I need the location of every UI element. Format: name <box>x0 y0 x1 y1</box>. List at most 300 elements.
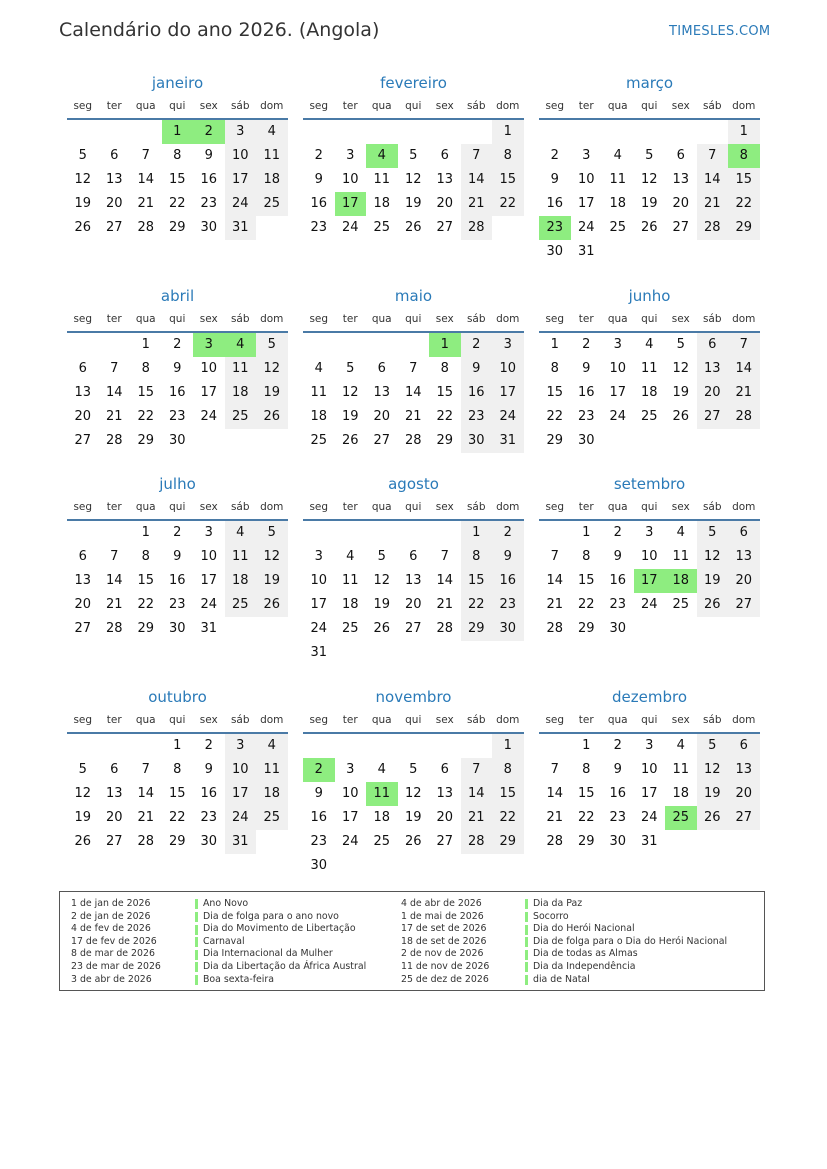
day-cell: 23 <box>461 405 493 429</box>
legend-date: 23 de mar de 2026 <box>71 961 161 972</box>
day-cell: 22 <box>137 597 155 612</box>
day-cell: 4 <box>377 762 386 777</box>
day-cell: 30 <box>609 621 627 636</box>
day-cell: 7 <box>697 144 729 168</box>
day-cell: 4 <box>256 120 288 144</box>
empty-cell <box>67 521 99 545</box>
day-cell: 23 <box>609 597 627 612</box>
day-cell: 12 <box>404 172 422 187</box>
legend-marker <box>195 899 198 909</box>
day-cell: 30 <box>200 834 218 849</box>
weekday-label: sáb <box>702 501 722 513</box>
day-cell: 21 <box>697 192 729 216</box>
day-cell: 27 <box>697 405 729 429</box>
day-cell: 24 <box>640 810 658 825</box>
day-grid <box>303 120 524 240</box>
day-cell: 26 <box>640 220 658 235</box>
day-cell: 10 <box>310 573 328 588</box>
weekday-header <box>303 708 524 734</box>
day-cell: 6 <box>440 148 449 163</box>
day-cell: 4 <box>645 337 654 352</box>
empty-cell <box>67 333 99 357</box>
day-cell: 9 <box>204 148 213 163</box>
day-cell: 20 <box>728 782 760 806</box>
day-cell: 26 <box>341 433 359 448</box>
day-cell: 19 <box>74 810 92 825</box>
day-cell: 7 <box>409 361 418 376</box>
day-cell: 5 <box>697 734 729 758</box>
legend-holiday-name: Dia da Independência <box>533 961 636 972</box>
month-name: novembro <box>375 688 452 706</box>
day-cell: 26 <box>373 621 391 636</box>
day-cell: 14 <box>546 573 564 588</box>
day-cell: 2 <box>613 738 622 753</box>
weekday-label: seg <box>309 501 329 513</box>
day-cell: 29 <box>436 433 454 448</box>
day-cell: 24 <box>341 220 359 235</box>
day-cell: 12 <box>697 758 729 782</box>
day-cell: 10 <box>200 549 218 564</box>
legend-date: 2 de nov de 2026 <box>401 948 484 960</box>
empty-cell <box>303 521 335 545</box>
weekday-label: qua <box>135 100 156 112</box>
day-cell: 5 <box>78 762 87 777</box>
weekday-label: qua <box>607 313 628 325</box>
day-cell: 12 <box>256 545 288 569</box>
day-cell: 18 <box>341 597 359 612</box>
empty-cell <box>398 521 430 545</box>
day-cell: 2 <box>173 337 182 352</box>
day-cell: 1 <box>141 337 150 352</box>
day-cell: 2 <box>314 148 323 163</box>
day-cell: 28 <box>546 834 564 849</box>
day-cell: 8 <box>492 144 524 168</box>
day-cell: 8 <box>173 148 182 163</box>
day-cell: 22 <box>461 593 493 617</box>
day-cell: 14 <box>461 168 493 192</box>
day-cell: 13 <box>74 385 92 400</box>
day-cell: 8 <box>550 361 559 376</box>
legend-holiday-name: Dia de folga para o ano novo <box>203 910 339 922</box>
empty-cell <box>99 734 131 758</box>
month-maio <box>303 285 524 453</box>
day-grid <box>303 734 524 878</box>
day-cell: 20 <box>436 810 454 825</box>
weekday-label: sex <box>199 501 218 513</box>
day-cell: 30 <box>577 433 595 448</box>
weekday-label: sex <box>435 714 454 726</box>
day-cell: 15 <box>137 385 155 400</box>
day-cell: 23 <box>168 597 186 612</box>
month-junho <box>539 285 760 453</box>
weekday-header <box>67 94 288 120</box>
holiday-day-cell: 2 <box>193 120 225 144</box>
day-cell: 6 <box>728 734 760 758</box>
weekday-label: ter <box>342 313 358 325</box>
legend-date: 1 de jan de 2026 <box>71 898 151 909</box>
empty-cell <box>366 120 398 144</box>
day-cell: 22 <box>436 409 454 424</box>
day-cell: 18 <box>256 168 288 192</box>
weekday-label: dom <box>496 313 520 325</box>
brand-link[interactable]: TIMESLES.COM <box>669 24 771 39</box>
day-cell: 3 <box>613 337 622 352</box>
day-cell: 11 <box>640 361 658 376</box>
day-cell: 6 <box>440 762 449 777</box>
day-cell: 13 <box>373 385 391 400</box>
day-cell: 14 <box>404 385 422 400</box>
day-grid <box>539 333 760 453</box>
day-cell: 20 <box>105 810 123 825</box>
day-cell: 27 <box>74 433 92 448</box>
day-cell: 7 <box>110 361 119 376</box>
month-name: agosto <box>388 475 439 493</box>
day-cell: 9 <box>314 172 323 187</box>
day-cell: 21 <box>728 381 760 405</box>
weekday-header <box>303 307 524 333</box>
weekday-label: qua <box>371 313 392 325</box>
day-cell: 15 <box>492 782 524 806</box>
weekday-label: sáb <box>466 501 486 513</box>
day-cell: 29 <box>492 830 524 854</box>
holiday-day-cell: 18 <box>665 569 697 593</box>
day-cell: 25 <box>256 806 288 830</box>
weekday-label: dom <box>260 100 284 112</box>
day-cell: 6 <box>697 333 729 357</box>
empty-cell <box>366 333 398 357</box>
weekday-label: seg <box>73 501 93 513</box>
day-cell: 19 <box>697 782 729 806</box>
day-cell: 25 <box>672 597 690 612</box>
day-cell: 15 <box>577 786 595 801</box>
day-cell: 12 <box>74 786 92 801</box>
day-cell: 22 <box>137 409 155 424</box>
day-cell: 27 <box>436 834 454 849</box>
day-cell: 11 <box>672 762 690 777</box>
day-cell: 1 <box>141 525 150 540</box>
month-name: setembro <box>613 475 686 493</box>
day-cell: 22 <box>492 806 524 830</box>
weekday-label: sex <box>671 313 690 325</box>
weekday-header <box>67 495 288 521</box>
legend-date: 3 de abr de 2026 <box>71 973 152 985</box>
day-cell: 6 <box>409 549 418 564</box>
day-cell: 4 <box>314 361 323 376</box>
day-cell: 21 <box>404 409 422 424</box>
day-cell: 25 <box>256 192 288 216</box>
weekday-label: sex <box>435 100 454 112</box>
empty-cell <box>99 521 131 545</box>
holiday-day-cell: 8 <box>728 144 760 168</box>
day-cell: 24 <box>200 409 218 424</box>
day-cell: 6 <box>110 148 119 163</box>
month-outubro <box>67 686 288 854</box>
day-cell: 30 <box>168 433 186 448</box>
weekday-label: dom <box>260 313 284 325</box>
day-cell: 10 <box>225 144 257 168</box>
day-cell: 3 <box>225 120 257 144</box>
empty-cell <box>130 734 162 758</box>
day-cell: 11 <box>310 385 328 400</box>
weekday-label: qui <box>641 714 658 726</box>
day-cell: 18 <box>310 409 328 424</box>
day-cell: 27 <box>404 621 422 636</box>
weekday-label: ter <box>342 714 358 726</box>
day-cell: 29 <box>168 220 186 235</box>
weekday-label: seg <box>309 313 329 325</box>
day-cell: 25 <box>310 433 328 448</box>
day-cell: 25 <box>341 621 359 636</box>
day-cell: 5 <box>256 521 288 545</box>
day-cell: 22 <box>577 810 595 825</box>
legend-holiday-name: Dia Internacional da Mulher <box>203 948 333 960</box>
day-cell: 29 <box>546 433 564 448</box>
weekday-label: seg <box>545 714 565 726</box>
weekday-label: qua <box>607 714 628 726</box>
day-cell: 3 <box>492 333 524 357</box>
day-cell: 10 <box>609 361 627 376</box>
day-cell: 11 <box>256 144 288 168</box>
weekday-label: qua <box>607 100 628 112</box>
day-cell: 10 <box>341 786 359 801</box>
day-cell: 4 <box>676 525 685 540</box>
day-cell: 29 <box>137 433 155 448</box>
legend-date: 18 de set de 2026 <box>401 935 487 947</box>
day-cell: 16 <box>577 385 595 400</box>
weekday-label: dom <box>732 501 756 513</box>
weekday-label: qui <box>169 313 186 325</box>
month-julho <box>67 473 288 641</box>
day-cell: 27 <box>728 593 760 617</box>
day-cell: 9 <box>314 786 323 801</box>
day-cell: 5 <box>645 148 654 163</box>
empty-cell <box>99 333 131 357</box>
day-cell: 21 <box>137 196 155 211</box>
weekday-label: sáb <box>466 714 486 726</box>
weekday-label: qua <box>371 714 392 726</box>
weekday-label: sex <box>435 501 454 513</box>
weekday-label: qua <box>371 501 392 513</box>
day-cell: 3 <box>346 148 355 163</box>
day-cell: 24 <box>640 597 658 612</box>
day-cell: 26 <box>404 834 422 849</box>
legend-marker <box>195 962 198 972</box>
day-cell: 12 <box>672 361 690 376</box>
day-cell: 18 <box>609 196 627 211</box>
day-cell: 30 <box>310 858 328 873</box>
day-cell: 17 <box>200 573 218 588</box>
day-cell: 2 <box>582 337 591 352</box>
day-cell: 15 <box>168 786 186 801</box>
holiday-day-cell: 1 <box>162 120 194 144</box>
day-grid <box>67 521 288 641</box>
legend-holiday-name: Dia do Herói Nacional <box>533 923 635 935</box>
weekday-label: sex <box>199 100 218 112</box>
weekday-label: seg <box>309 100 329 112</box>
day-cell: 16 <box>609 573 627 588</box>
day-cell: 14 <box>137 172 155 187</box>
weekday-label: ter <box>106 313 122 325</box>
day-cell: 31 <box>225 830 257 854</box>
day-cell: 24 <box>341 834 359 849</box>
day-cell: 13 <box>404 573 422 588</box>
day-cell: 13 <box>105 172 123 187</box>
day-cell: 28 <box>105 433 123 448</box>
day-cell: 13 <box>728 545 760 569</box>
weekday-header <box>303 495 524 521</box>
day-cell: 5 <box>78 148 87 163</box>
day-cell: 22 <box>168 196 186 211</box>
weekday-label: qui <box>641 100 658 112</box>
day-cell: 20 <box>74 597 92 612</box>
weekday-label: ter <box>106 501 122 513</box>
day-cell: 6 <box>110 762 119 777</box>
day-cell: 21 <box>461 806 493 830</box>
day-cell: 7 <box>461 144 493 168</box>
day-cell: 3 <box>645 525 654 540</box>
month-setembro <box>539 473 760 641</box>
day-cell: 20 <box>373 409 391 424</box>
day-cell: 25 <box>225 405 257 429</box>
month-março <box>539 72 760 264</box>
day-cell: 28 <box>137 834 155 849</box>
day-grid <box>67 734 288 854</box>
day-cell: 16 <box>546 196 564 211</box>
holiday-day-cell: 4 <box>225 333 257 357</box>
day-grid <box>67 333 288 453</box>
empty-cell <box>130 120 162 144</box>
month-name: março <box>625 74 674 92</box>
empty-cell <box>67 734 99 758</box>
empty-cell <box>398 734 430 758</box>
day-cell: 5 <box>676 337 685 352</box>
day-cell: 29 <box>577 621 595 636</box>
day-cell: 30 <box>461 429 493 453</box>
day-cell: 16 <box>461 381 493 405</box>
weekday-label: sáb <box>466 313 486 325</box>
weekday-label: qui <box>169 501 186 513</box>
day-cell: 18 <box>672 786 690 801</box>
day-cell: 13 <box>74 573 92 588</box>
day-cell: 20 <box>404 597 422 612</box>
day-cell: 22 <box>728 192 760 216</box>
day-cell: 13 <box>697 357 729 381</box>
empty-cell <box>335 120 367 144</box>
legend-marker <box>525 962 528 972</box>
day-cell: 17 <box>225 782 257 806</box>
weekday-header <box>67 708 288 734</box>
empty-cell <box>67 120 99 144</box>
day-cell: 7 <box>141 148 150 163</box>
weekday-header <box>539 307 760 333</box>
day-cell: 12 <box>341 385 359 400</box>
legend-marker <box>195 975 198 985</box>
day-grid <box>539 734 760 854</box>
weekday-label: sáb <box>702 714 722 726</box>
legend-holiday-name: Ano Novo <box>203 898 249 909</box>
day-cell: 1 <box>550 337 559 352</box>
day-cell: 26 <box>672 409 690 424</box>
day-cell: 28 <box>404 433 422 448</box>
weekday-label: qua <box>135 313 156 325</box>
day-cell: 9 <box>173 549 182 564</box>
weekday-label: seg <box>73 714 93 726</box>
day-cell: 24 <box>577 220 595 235</box>
day-cell: 16 <box>310 810 328 825</box>
day-cell: 27 <box>373 433 391 448</box>
empty-cell <box>429 521 461 545</box>
legend-holiday-name: Dia da Paz <box>533 898 583 909</box>
legend-holiday-name: Socorro <box>533 910 569 922</box>
weekday-label: ter <box>578 100 594 112</box>
day-cell: 1 <box>173 738 182 753</box>
day-cell: 3 <box>582 148 591 163</box>
weekday-label: sáb <box>702 100 722 112</box>
day-cell: 26 <box>74 220 92 235</box>
day-cell: 3 <box>346 762 355 777</box>
day-cell: 12 <box>404 786 422 801</box>
weekday-label: qua <box>135 714 156 726</box>
day-cell: 16 <box>492 569 524 593</box>
holiday-day-cell: 11 <box>366 782 398 806</box>
empty-cell <box>461 734 493 758</box>
day-cell: 1 <box>461 521 493 545</box>
day-cell: 31 <box>225 216 257 240</box>
day-cell: 8 <box>492 758 524 782</box>
weekday-label: ter <box>342 501 358 513</box>
day-cell: 21 <box>105 597 123 612</box>
day-cell: 30 <box>168 621 186 636</box>
day-cell: 23 <box>310 220 328 235</box>
month-agosto <box>303 473 524 665</box>
weekday-label: dom <box>260 501 284 513</box>
day-cell: 9 <box>173 361 182 376</box>
empty-cell <box>335 521 367 545</box>
empty-cell <box>303 120 335 144</box>
day-cell: 23 <box>310 834 328 849</box>
day-cell: 30 <box>200 220 218 235</box>
weekday-label: sáb <box>230 714 250 726</box>
day-cell: 14 <box>728 357 760 381</box>
day-cell: 14 <box>105 385 123 400</box>
weekday-header <box>539 495 760 521</box>
day-cell: 23 <box>609 810 627 825</box>
weekday-label: qui <box>641 501 658 513</box>
day-cell: 18 <box>225 381 257 405</box>
day-cell: 29 <box>577 834 595 849</box>
weekday-header <box>539 708 760 734</box>
weekday-label: sex <box>671 714 690 726</box>
day-cell: 23 <box>200 810 218 825</box>
day-cell: 13 <box>672 172 690 187</box>
day-cell: 24 <box>492 405 524 429</box>
weekday-label: qua <box>371 100 392 112</box>
weekday-label: seg <box>545 501 565 513</box>
month-name: junho <box>628 287 671 305</box>
day-cell: 31 <box>640 834 658 849</box>
weekday-label: dom <box>260 714 284 726</box>
day-cell: 25 <box>373 834 391 849</box>
day-cell: 9 <box>613 549 622 564</box>
day-cell: 18 <box>373 810 391 825</box>
day-cell: 6 <box>377 361 386 376</box>
day-cell: 24 <box>609 409 627 424</box>
legend-date: 11 de nov de 2026 <box>401 961 490 972</box>
weekday-label: qui <box>641 313 658 325</box>
day-cell: 28 <box>436 621 454 636</box>
day-cell: 24 <box>200 597 218 612</box>
legend-marker <box>525 975 528 985</box>
